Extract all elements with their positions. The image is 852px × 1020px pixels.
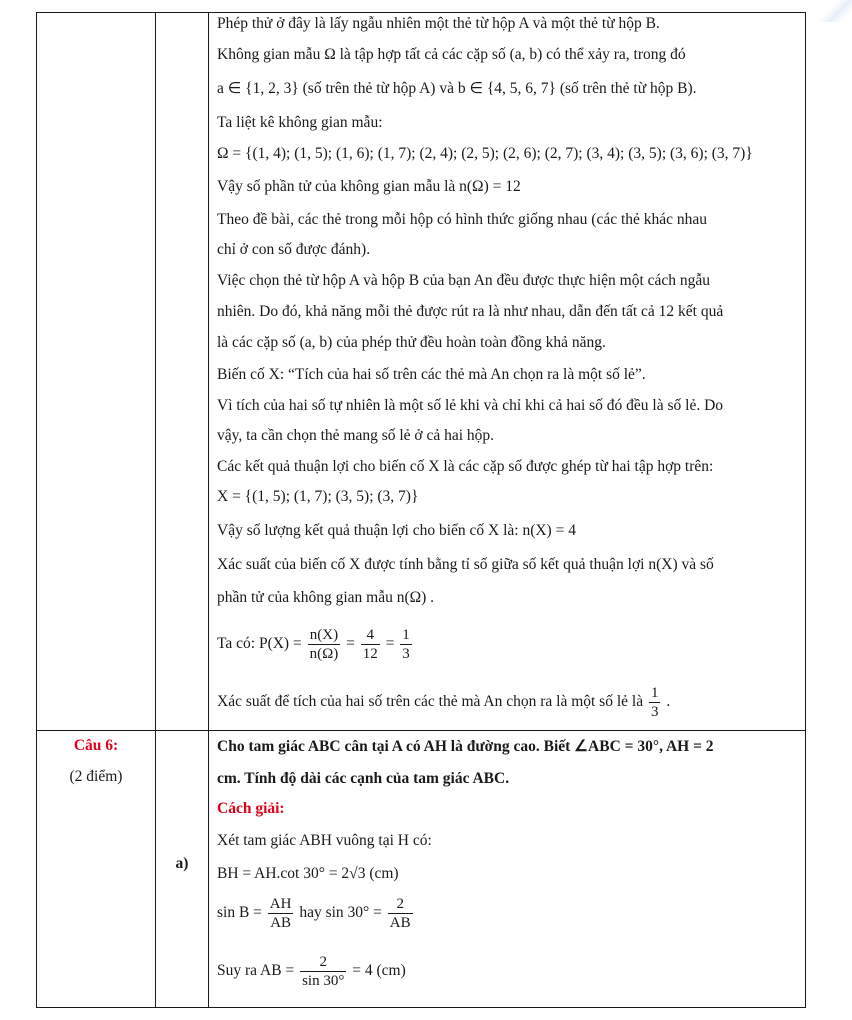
fraction-numerator: 2 (388, 895, 413, 914)
solution-line: Vậy số phần tử của không gian mẫu là n(Ω) = 12 (217, 178, 521, 195)
event-set-formula: X = {(1, 5); (1, 7); (3, 5); (3, 7)} (217, 488, 419, 505)
solution-line: Theo đề bài, các thẻ trong mỗi hộp có hình thức giống nhau (các thẻ khác nhau (217, 211, 708, 228)
solution-line: Xác suất của biến cố X được tính bằng tỉ số giữa số kết quả thuận lợi n(X) và số (217, 556, 714, 573)
formula-text: Suy ra AB = (217, 962, 295, 979)
solution-line: a ∈ {1, 2, 3} (số trên thẻ từ hộp A) và b ∈ {4, 5, 6, 7} (số trên thẻ từ hộp B). (217, 80, 697, 97)
fraction (268, 895, 294, 932)
problem-statement: cm. Tính độ dài các cạnh của tam giác ABC. (217, 770, 510, 787)
fraction-denominator: AB (389, 914, 411, 931)
fraction-numerator: 1 (650, 684, 659, 701)
solution-cell (209, 731, 806, 1008)
solution-line: Xét tam giác ABH vuông tại H có: (217, 832, 432, 849)
sample-space-formula: Ω = {(1, 4); (1, 5); (1, 6); (1, 7); (2, 4); (2, 5); (2, 6); (2, 7); (3, 4); (3, 5); (3, 6); (3, 7)} (217, 145, 753, 162)
probability-formula (217, 622, 414, 666)
formula-text: hay sin 30° = (299, 904, 382, 921)
solution-cell (209, 13, 806, 731)
fraction (400, 626, 412, 663)
solution-line: Vì tích của hai số tự nhiên là một số lẻ khi và chỉ khi cả hai số đó đều là số lẻ. Do (217, 397, 724, 414)
fraction (649, 684, 661, 721)
formula-text: Ta có: P(X) = (217, 635, 302, 652)
fraction-numerator: 2 (300, 953, 346, 972)
fraction (308, 626, 341, 663)
fraction-denominator: 12 (362, 645, 378, 662)
solution-line: Biến cố X: “Tích của hai số trên các thẻ mà An chọn ra là một số lẻ”. (217, 366, 646, 383)
sine-formula (217, 891, 415, 935)
solution-line: phần tử của không gian mẫu n(Ω) . (217, 589, 435, 606)
fraction-denominator: 3 (402, 645, 410, 662)
formula-text: sin B = (217, 904, 262, 921)
fraction-numerator: 4 (361, 626, 380, 645)
ab-formula (217, 949, 406, 993)
fraction-denominator: n(Ω) (309, 645, 339, 662)
method-heading: Cách giải: (217, 800, 285, 817)
conclusion-line (217, 680, 670, 724)
table-row (37, 13, 806, 731)
question-label: Câu 6: (73, 737, 119, 754)
conclusion-text: Xác suất để tích của hai số trên các thẻ mà An chọn ra là một số lẻ là (217, 693, 644, 710)
solution-line: Không gian mẫu Ω là tập hợp tất cả các cặp số (a, b) có thể xảy ra, trong đó (217, 46, 686, 63)
fraction-denominator: AB (270, 914, 292, 931)
part-cell (156, 731, 209, 1008)
solution-line: vậy, ta cần chọn thẻ mang số lẻ ở cả hai hộp. (217, 427, 495, 444)
part-cell (156, 13, 209, 731)
fraction (388, 895, 413, 932)
table-row (37, 731, 806, 1008)
part-label: a) (175, 855, 189, 872)
solution-line: chỉ ở con số được đánh). (217, 241, 371, 258)
solution-line: Các kết quả thuận lợi cho biến cố X là các cặp số được ghép từ hai tập hợp trên: (217, 458, 714, 475)
points-label: (2 điểm) (69, 768, 123, 785)
question-cell (37, 13, 156, 731)
formula-text: = (385, 635, 395, 652)
solution-line: Ta liệt kê không gian mẫu: (217, 114, 383, 131)
formula-text: = 4 (cm) (352, 962, 406, 979)
fraction-denominator: 3 (650, 703, 659, 720)
fraction-numerator: n(X) (308, 626, 341, 645)
solution-line: Việc chọn thẻ từ hộp A và hộp B của bạn An đều được thực hiện một cách ngẫu (217, 272, 711, 289)
corner-decoration (816, 0, 852, 22)
fraction-denominator: sin 30° (302, 972, 345, 989)
fraction (361, 626, 380, 663)
solution-line: Phép thử ở đây là lấy ngẫu nhiên một thẻ từ hộp A và một thẻ từ hộp B. (217, 15, 660, 32)
conclusion-text: . (666, 693, 671, 710)
question-cell (37, 731, 156, 1008)
fraction (300, 953, 346, 990)
bh-formula: BH = AH.cot 30° = 2√3 (cm) (217, 865, 399, 882)
problem-statement: Cho tam giác ABC cân tại A có AH là đường cao. Biết ∠ABC = 30°, AH = 2 (217, 738, 714, 755)
solution-line: Vậy số lượng kết quả thuận lợi cho biến cố X là: n(X) = 4 (217, 522, 576, 539)
fraction-numerator: 1 (402, 626, 410, 643)
solution-line: là các cặp số (a, b) của phép thử đều hoàn toàn đồng khả năng. (217, 334, 606, 351)
formula-text: = (346, 635, 355, 652)
fraction-numerator: AH (269, 895, 292, 912)
solution-line: nhiên. Do đó, khả năng mỗi thẻ được rút ra là như nhau, dẫn đến tất cả 12 kết quả (217, 303, 724, 320)
solution-table (36, 12, 806, 1008)
